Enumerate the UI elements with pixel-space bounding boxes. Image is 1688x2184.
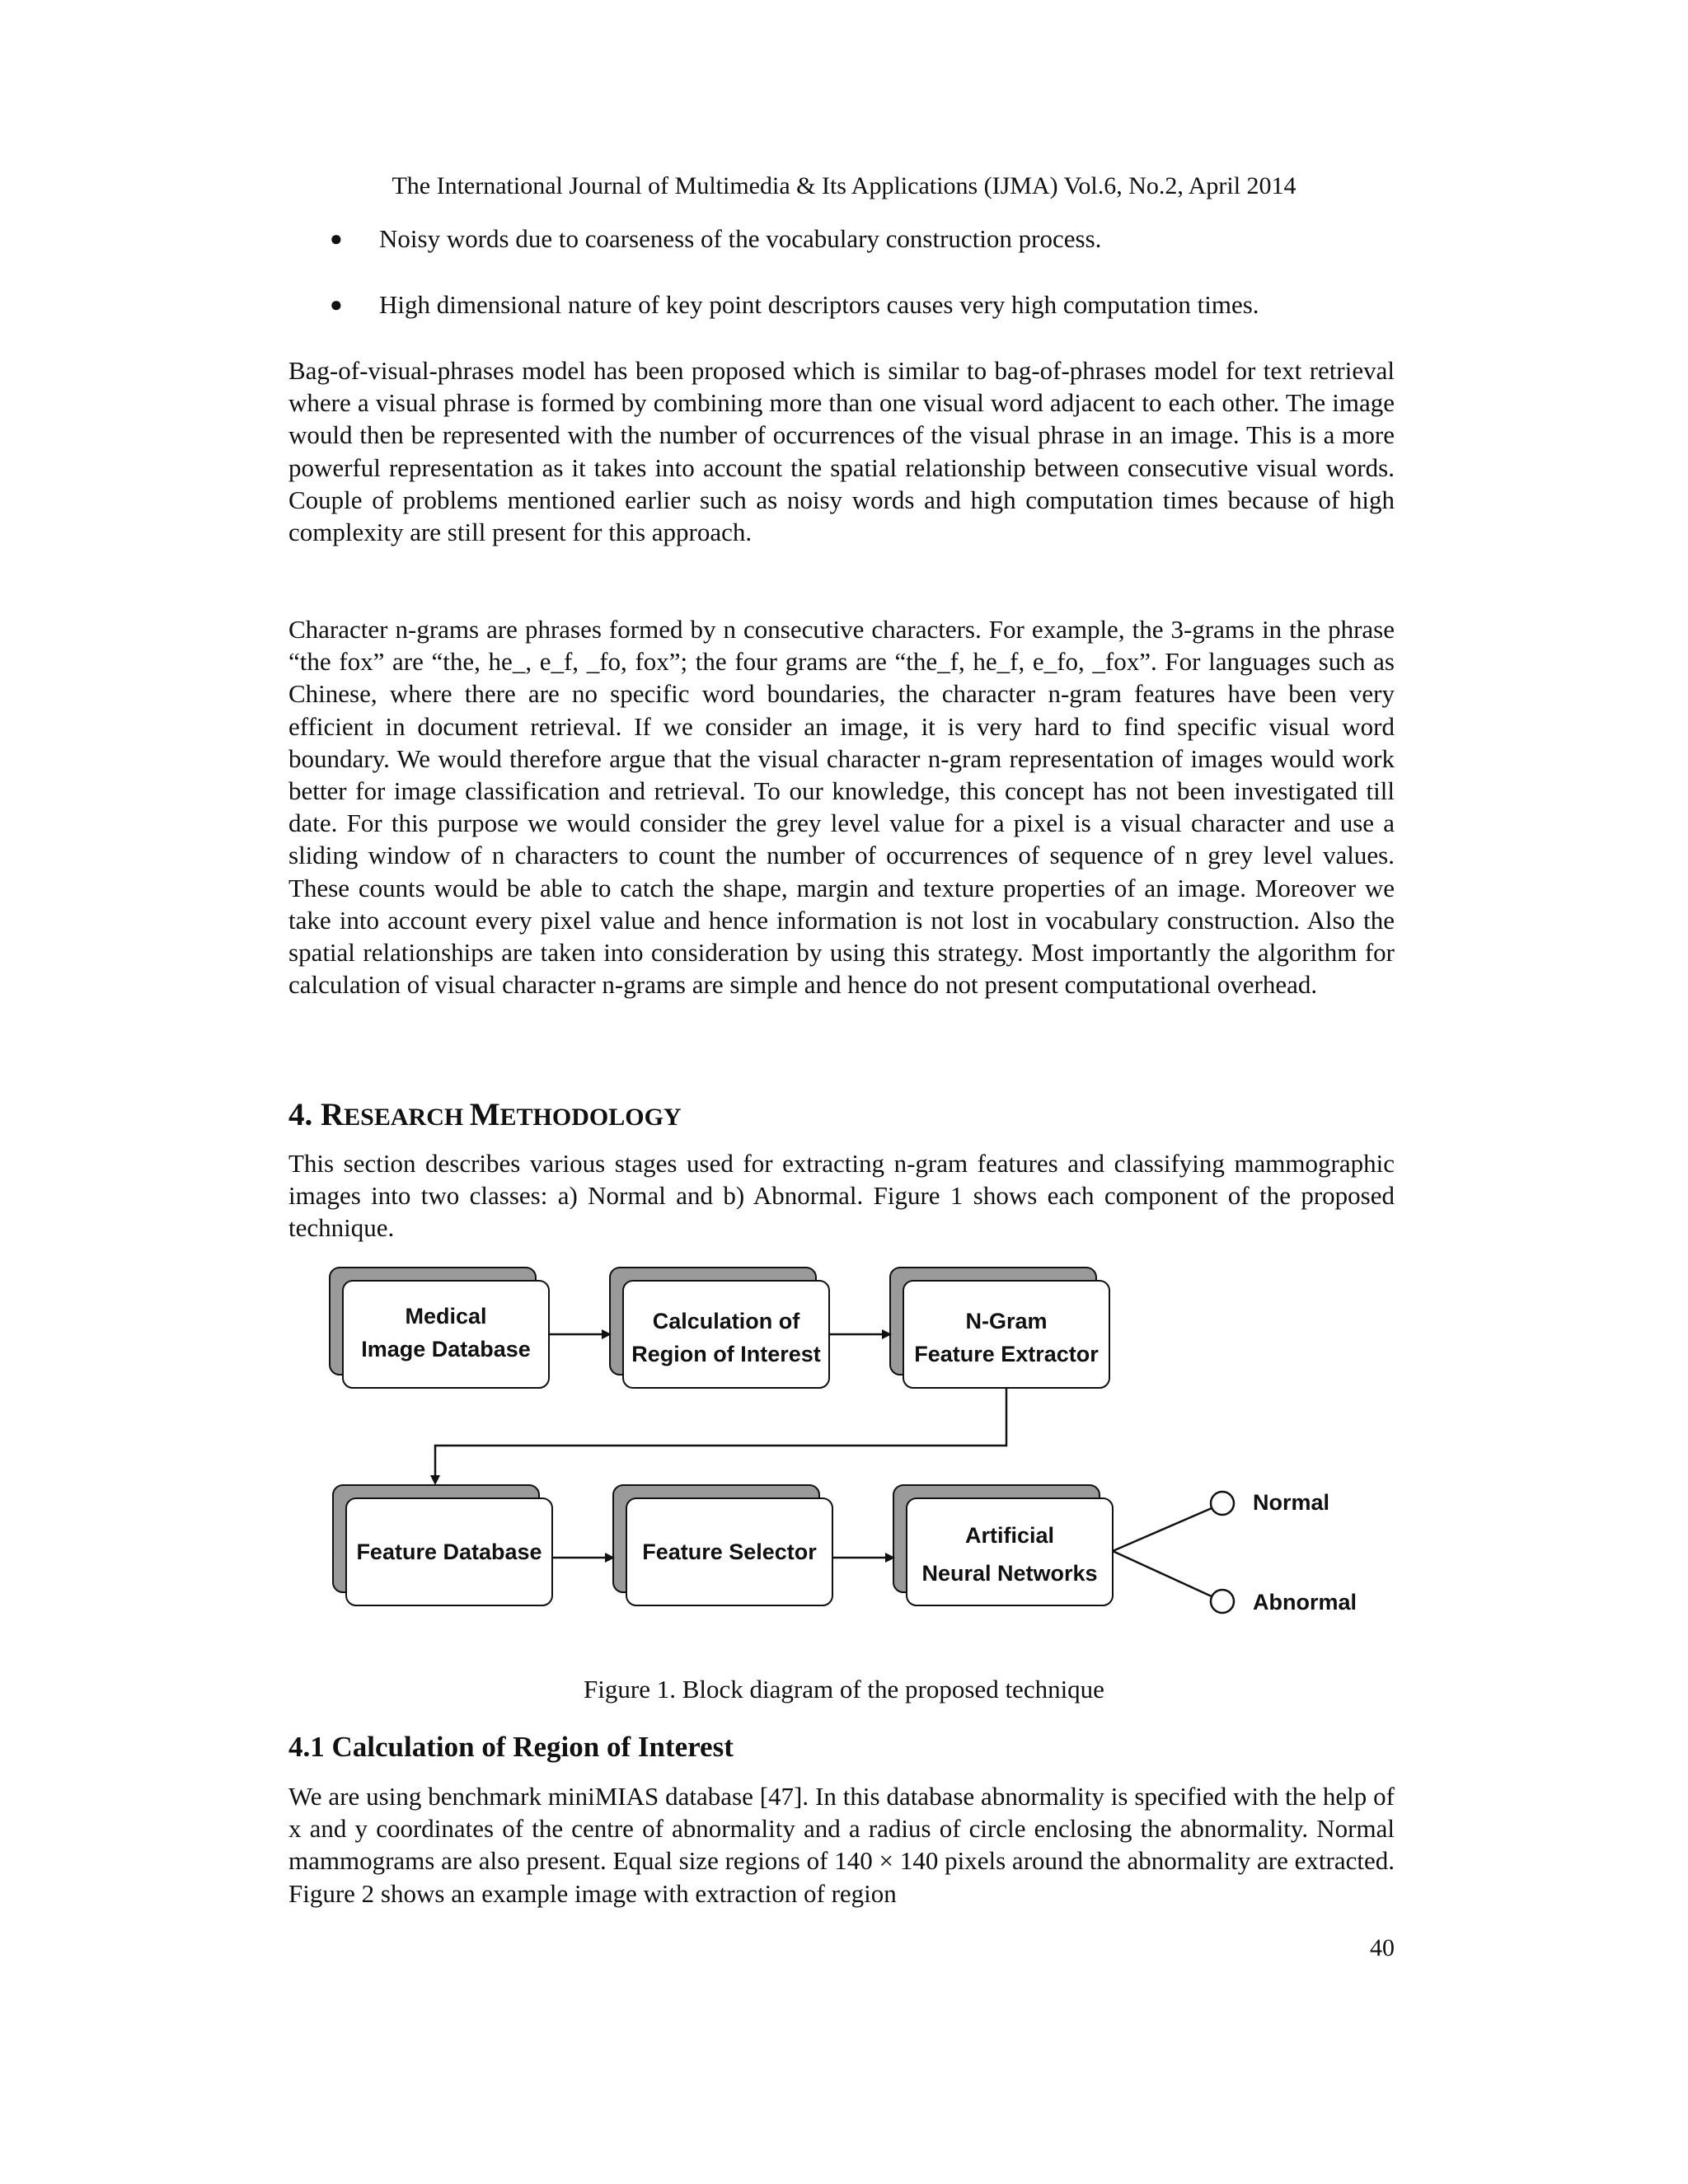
section-heading: 4. RESEARCH METHODOLOGY [288,1097,682,1132]
arrow-connector [435,1388,1006,1483]
bullet-dot-icon: ● [330,293,343,316]
bullet-item [330,223,1401,255]
box-label-line: Feature Database [356,1540,542,1564]
box-label-line: Image Database [361,1337,531,1361]
subsection-heading: 4.1 Calculation of Region of Interest [288,1731,734,1763]
paragraph-character-ngrams: Character n-grams are phrases formed by n consecutive characters. For example, the 3-grams in the phrase “the fox” are “the, he_, e_f, _fo, fox”; the four grams are “the_f, he_f, e_fo, _fox”. For languages such as Chinese, where there are no specific word boundaries, the character n-gram features have been very efficient in document retrieval. If we consider an image, it is very hard to find specific visual word boundary. We would therefore argue that the visual character n-gram representation of images would work better for image classification and retrieval. To our knowledge, this concept has not been investigated till date. For this purpose we would consider the grey level value for a pixel is a visual character and use a sliding window of n characters to count the number of occurrences of sequence of n grey level values. These counts would be able to catch the shape, margin and texture properties of an image. Moreover we take into account every pixel value and hence information is not lost in vocabulary construction. Also the spatial relationships are taken into consideration by using this strategy. Most importantly the algorithm for calculation of visual character n-grams are simple and hence do not present computational overhead. [288,615,1395,1000]
figure-caption: Figure 1. Block diagram of the proposed technique [584,1675,1104,1704]
paragraph-visual-phrases: Bag-of-visual-phrases model has been proposed which is similar to bag-of-phrases model for text retrieval where a visual phrase is formed by combining more than one visual word adjacent to each other. The image would then be represented with the number of occurrences of the visual phrase in an image. This is a more powerful representation as it takes into account the spatial relationship between consecutive visual words. Couple of problems mentioned earlier such as noisy words and high computation times because of high complexity are still present for this approach. [288,356,1395,547]
running-header: The International Journal of Multimedia & Its Applications (IJMA) Vol.6, No.2, April 2014 [392,172,1296,199]
box-feature-selector [613,1485,832,1605]
block-diagram [321,1261,1393,1648]
output-branch-line [1113,1508,1212,1551]
bullet-text: Noisy words due to coarseness of the vocabulary construction process. [379,224,1102,253]
output-node-icon [1211,1590,1234,1613]
section-intro: This section describes various stages used for extracting n-gram features and classifying mammographic images into two classes: a) Normal and b) Abnormal. Figure 1 shows each component of the proposed technique. [288,1149,1395,1243]
box-feature-database [333,1485,552,1605]
output-label-abnormal: Abnormal [1253,1590,1357,1615]
box-label-line: Medical [405,1304,487,1329]
subsection-paragraph: We are using benchmark miniMIAS database [47]. In this database abnormality is specified with the help of x and y coordinates of the centre of abnormality and a radius of circle enclosing the abnormality. Normal mammograms are also present. Equal size regions of 140 × 140 pixels around the abnormality are extracted. Figure 2 shows an example image with extraction of region [288,1782,1395,1908]
page-number: 40 [1370,1934,1395,1961]
box-label-line: Artificial [964,1523,1055,1548]
output-node-icon [1211,1492,1234,1515]
box-ngram-feature-extractor [890,1268,1109,1388]
box-label-line: Feature Extractor [914,1342,1099,1366]
bullet-text: High dimensional nature of key point descriptors causes very high computation times. [379,290,1259,319]
box-calculation-of-region-of-interest [610,1268,829,1388]
bullet-dot-icon: ● [330,227,343,251]
box-medical-image-database [330,1268,549,1388]
box-artificial-neural-networks [893,1485,1113,1605]
output-label-normal: Normal [1253,1490,1330,1515]
box-label-line: Neural Networks [921,1561,1098,1586]
output-branch-line [1113,1551,1212,1596]
bullet-list [330,223,1401,354]
box-label-line: Feature Selector [642,1540,817,1564]
box-label-line: Calculation of [652,1309,800,1333]
box-label-line: N-Gram [965,1309,1048,1333]
bullet-item [330,288,1401,321]
box-label-line: Region of Interest [631,1342,821,1366]
